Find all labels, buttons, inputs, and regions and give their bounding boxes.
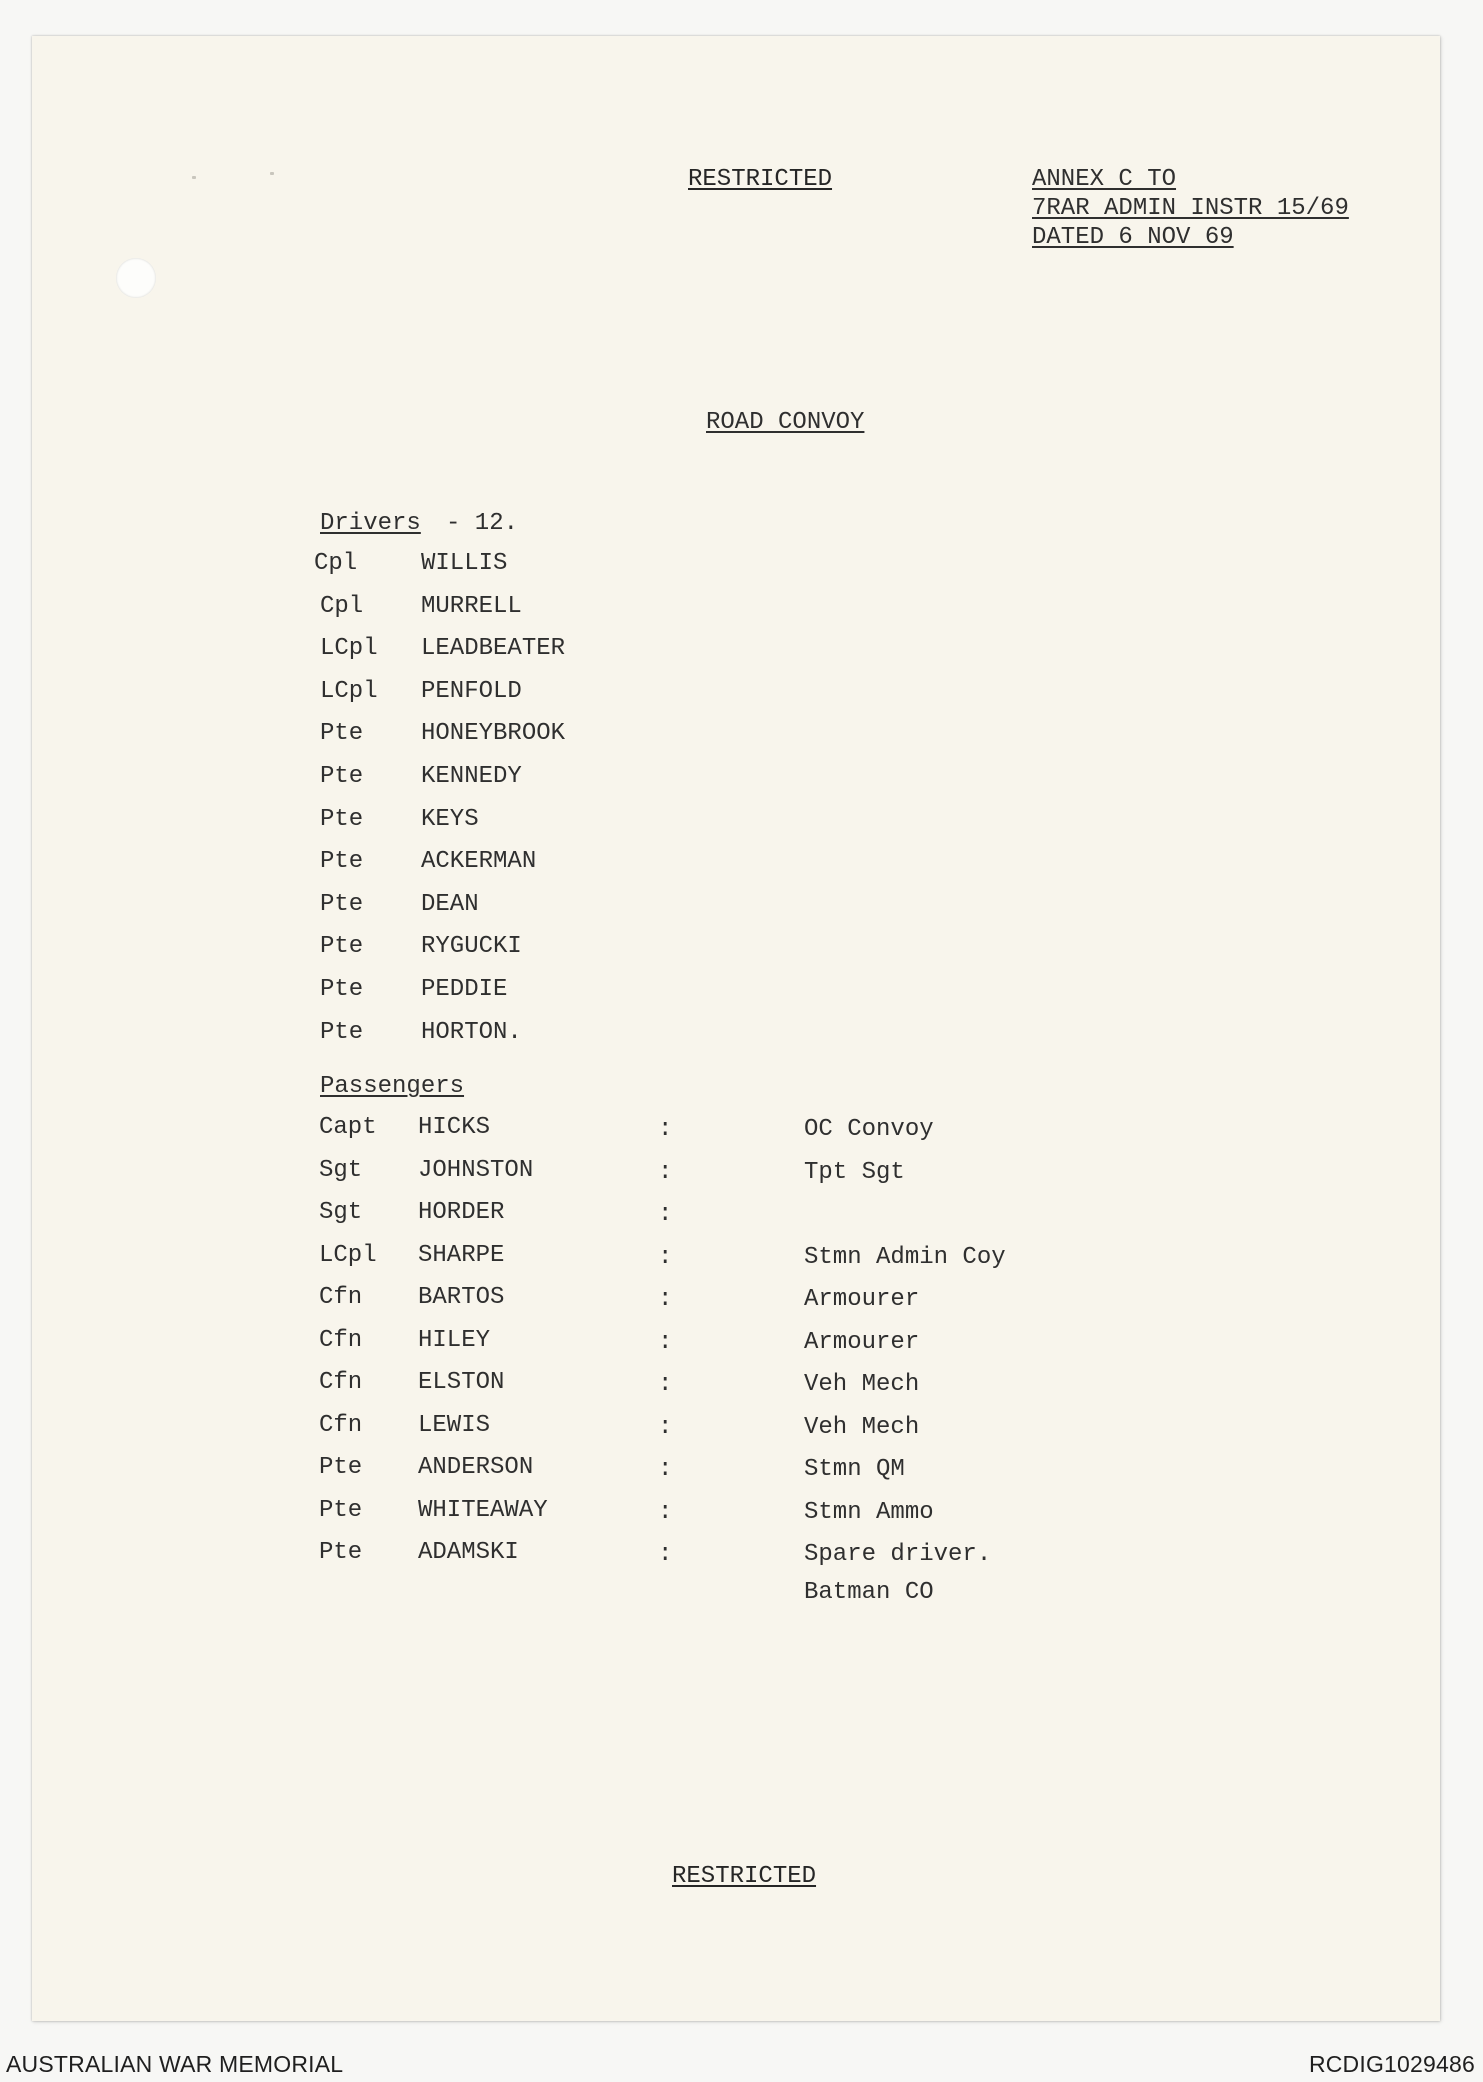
passenger-separator: : xyxy=(658,1456,673,1483)
passenger-separator: : xyxy=(658,1158,673,1186)
driver-rank: Pte xyxy=(320,976,364,1003)
driver-name: WILLIS xyxy=(421,550,508,577)
driver-rank: Pte xyxy=(320,848,364,876)
punch-hole xyxy=(116,258,156,298)
passenger-name: ADAMSKI xyxy=(418,1539,519,1566)
drivers-count: - 12. xyxy=(446,510,519,537)
driver-name: MURRELL xyxy=(421,592,522,620)
driver-name: DEAN xyxy=(421,890,479,918)
driver-rank: Pte xyxy=(320,890,364,918)
driver-name: LEADBEATER xyxy=(421,635,566,663)
driver-rank: Cpl xyxy=(320,592,364,620)
passenger-name: HORDER xyxy=(418,1199,505,1226)
passenger-rank: Sgt xyxy=(319,1199,363,1226)
passenger-name: JOHNSTON xyxy=(418,1156,534,1184)
passenger-rank: LCpl xyxy=(319,1241,377,1269)
passenger-rank: Pte xyxy=(319,1539,363,1566)
driver-name: ACKERMAN xyxy=(421,848,537,876)
passenger-role: OC Convoy xyxy=(804,1116,934,1143)
passenger-name: LEWIS xyxy=(418,1411,491,1439)
paper-fleck xyxy=(270,172,274,175)
passenger-name: WHITEAWAY xyxy=(418,1496,548,1524)
passenger-separator: : xyxy=(658,1243,673,1271)
archive-id: RCDIG1029486 xyxy=(1308,2051,1475,2077)
passenger-role: Veh Mech xyxy=(804,1371,920,1398)
driver-name: HONEYBROOK xyxy=(421,720,566,748)
driver-rank: Cpl xyxy=(314,550,358,577)
passenger-separator: : xyxy=(658,1413,673,1441)
driver-name: KENNEDY xyxy=(421,763,522,790)
driver-rank: Pte xyxy=(320,805,364,833)
driver-name: HORTON. xyxy=(421,1018,522,1046)
passenger-separator: : xyxy=(658,1286,673,1313)
passenger-separator: : xyxy=(658,1328,673,1356)
document-page xyxy=(32,36,1440,2021)
passenger-rank: Sgt xyxy=(319,1156,363,1184)
archive-credit: AUSTRALIAN WAR MEMORIAL xyxy=(6,2051,344,2077)
passenger-name: HICKS xyxy=(418,1114,491,1141)
passenger-role: Tpt Sgt xyxy=(804,1158,905,1186)
driver-rank: LCpl xyxy=(320,635,378,663)
passenger-role: Stmn QM xyxy=(804,1456,905,1483)
passenger-separator: : xyxy=(658,1116,673,1143)
passenger-separator: : xyxy=(658,1201,673,1228)
driver-name: KEYS xyxy=(421,805,479,833)
passenger-role: Spare driver. xyxy=(804,1541,992,1568)
footer-classification: RESTRICTED xyxy=(672,1863,817,1890)
passenger-rank: Cfn xyxy=(319,1411,363,1439)
driver-rank: Pte xyxy=(320,1018,364,1046)
passenger-rank: Pte xyxy=(319,1496,363,1524)
passengers-heading: Passengers xyxy=(320,1073,465,1100)
passenger-separator: : xyxy=(658,1498,673,1526)
driver-rank: Pte xyxy=(320,763,364,790)
passenger-name: HILEY xyxy=(418,1326,491,1354)
annex-line-2: 7RAR ADMIN INSTR 15/69 xyxy=(1032,195,1349,222)
driver-name: PENFOLD xyxy=(421,677,522,705)
passenger-role: Armourer xyxy=(804,1328,920,1356)
passenger-rank: Pte xyxy=(319,1454,363,1481)
passenger-separator: : xyxy=(658,1371,673,1398)
passenger-role: Veh Mech xyxy=(804,1413,920,1441)
passenger-role: Armourer xyxy=(804,1286,920,1313)
passenger-rank: Cfn xyxy=(319,1369,363,1396)
passenger-role: Batman CO xyxy=(804,1579,934,1606)
passenger-rank: Cfn xyxy=(319,1284,363,1311)
passenger-separator: : xyxy=(658,1541,673,1568)
passenger-role: Stmn Admin Coy xyxy=(804,1243,1006,1271)
paper-fleck xyxy=(192,176,196,179)
passenger-rank: Capt xyxy=(319,1114,377,1141)
driver-rank: Pte xyxy=(320,933,364,961)
passenger-name: BARTOS xyxy=(418,1284,505,1311)
driver-name: RYGUCKI xyxy=(421,933,522,961)
drivers-heading: Drivers xyxy=(320,510,421,537)
passenger-rank: Cfn xyxy=(319,1326,363,1354)
driver-rank: LCpl xyxy=(320,677,378,705)
driver-rank: Pte xyxy=(320,720,364,748)
driver-name: PEDDIE xyxy=(421,976,508,1003)
document-title: ROAD CONVOY xyxy=(706,409,865,436)
passenger-name: SHARPE xyxy=(418,1241,505,1269)
annex-line-1: ANNEX C TO xyxy=(1032,166,1177,193)
passenger-role: Stmn Ammo xyxy=(804,1498,934,1526)
annex-line-3: DATED 6 NOV 69 xyxy=(1032,224,1234,251)
passenger-name: ELSTON xyxy=(418,1369,505,1396)
header-classification: RESTRICTED xyxy=(688,166,833,193)
passenger-name: ANDERSON xyxy=(418,1454,534,1481)
